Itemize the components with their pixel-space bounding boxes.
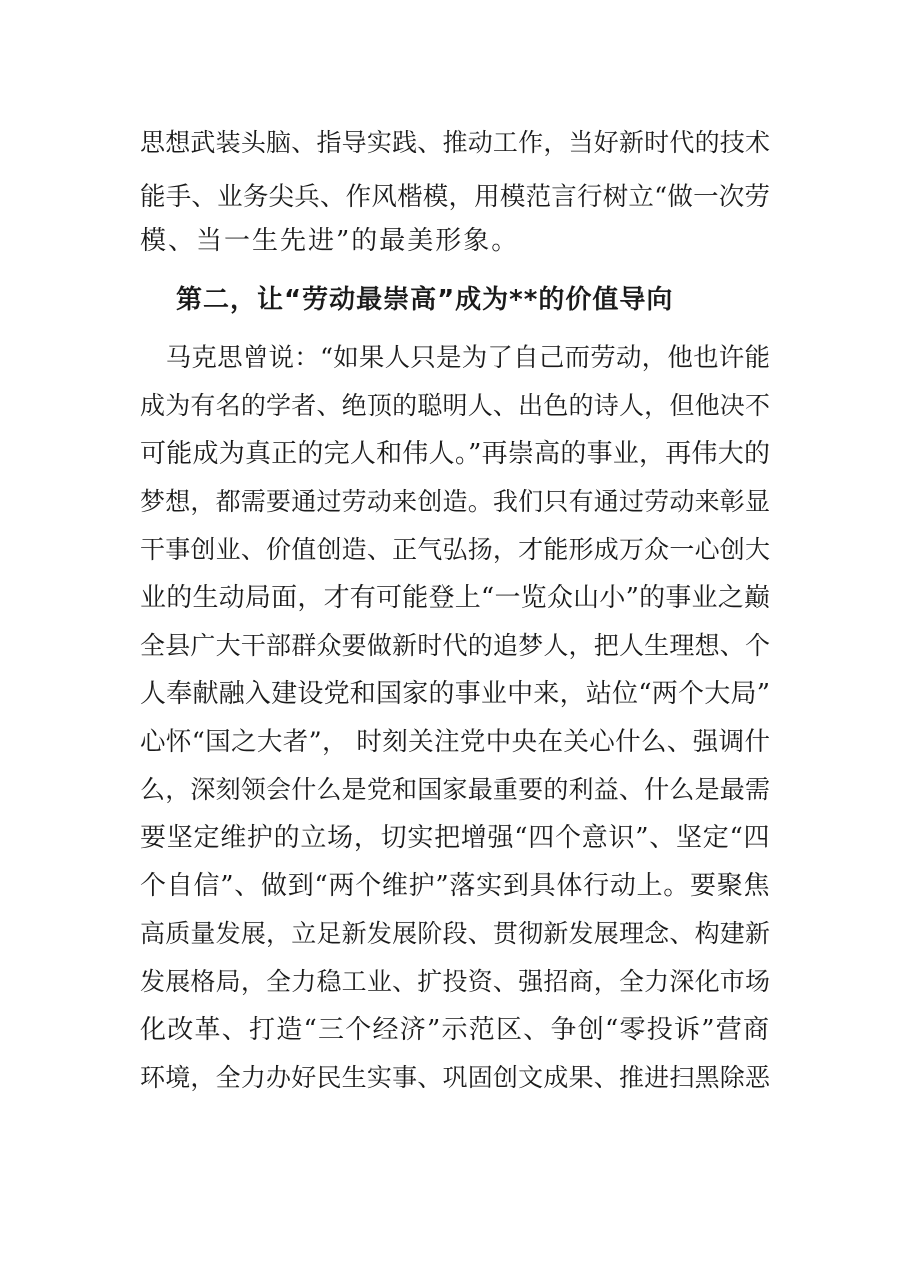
paragraph-1-line: 思想武装头脑、指导实践、推动工作，当好新时代的技术: [140, 128, 770, 157]
paragraph-2-line: 么，深刻领会什么是党和国家最重要的利益、什么是最需: [140, 775, 770, 804]
paragraph-2-line: 全县广大干部群众要做新时代的追梦人，把人生理想、个: [140, 631, 770, 660]
paragraph-2-line: 可能成为真正的完人和伟人。”再崇高的事业，再伟大的: [140, 439, 770, 469]
paragraph-2-line: 个自信”、做到“两个维护”落实到具体行动上。要聚焦: [140, 871, 770, 901]
paragraph-1-line: 模、当一生先进”的最美形象。: [140, 226, 520, 256]
paragraph-2-line: 心怀“国之大者”， 时刻关注党中央在关心什么、强调什: [140, 727, 770, 757]
paragraph-2-line: 人奉献融入建设党和国家的事业中来，站位“两个大局”: [140, 679, 770, 709]
section-heading: 第二，让“劳动最崇高”成为**的价值导向: [176, 285, 674, 315]
paragraph-2-line: 要坚定维护的立场，切实把增强“四个意识”、坚定“四: [140, 823, 770, 853]
paragraph-2-line: 高质量发展，立足新发展阶段、贯彻新发展理念、构建新: [140, 919, 770, 948]
paragraph-2-line: 梦想，都需要通过劳动来创造。我们只有通过劳动来彰显: [140, 487, 770, 516]
paragraph-2-line: 化改革、打造“三个经济”示范区、争创“零投诉”营商: [140, 1015, 770, 1045]
paragraph-2-line: 业的生动局面，才有可能登上“一览众山小”的事业之巅: [140, 583, 770, 613]
paragraph-2-line: 马克思曾说：“如果人只是为了自己而劳动，他也许能: [140, 343, 770, 373]
paragraph-2-line: 环境，全力办好民生实事、巩固创文成果、推进扫黑除恶: [140, 1063, 770, 1092]
paragraph-2-line: 成为有名的学者、绝顶的聪明人、出色的诗人，但他决不: [140, 391, 770, 420]
paragraph-2-line: 发展格局，全力稳工业、扩投资、强招商，全力深化市场: [140, 967, 770, 996]
paragraph-2-line: 干事创业、价值创造、正气弘扬，才能形成万众一心创大: [140, 535, 770, 564]
paragraph-1-line: 能手、业务尖兵、作风楷模，用模范言行树立“做一次劳: [140, 182, 770, 212]
